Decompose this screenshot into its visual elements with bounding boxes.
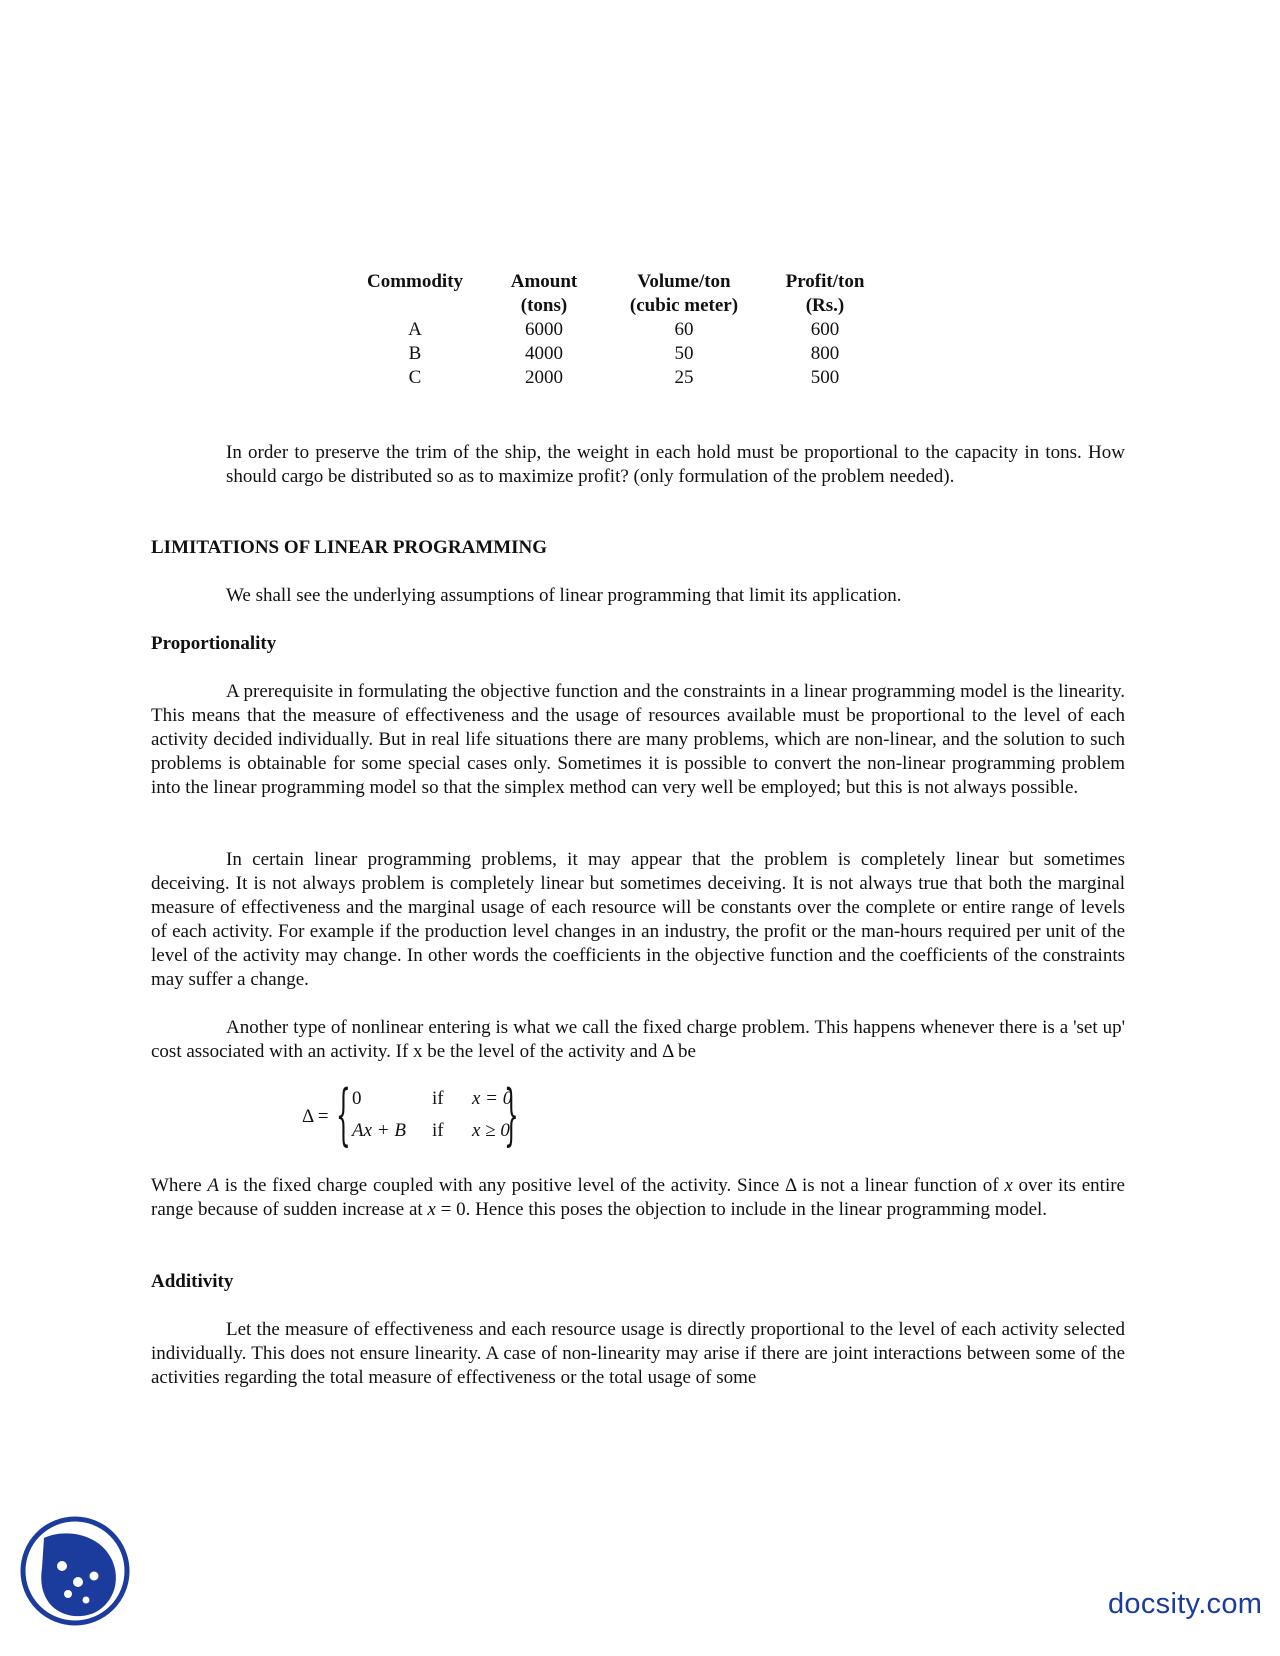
case-2-value: Ax + B — [352, 1120, 406, 1141]
docsity-logo-icon[interactable] — [20, 1516, 130, 1626]
problem-paragraph: In order to preserve the trim of the ship, the weight in each hold must be proportional to the capacity in tons. How should cargo be distributed so as to maximize profit? (only formulation of the problem needed). — [226, 442, 1125, 487]
section-title: LIMITATIONS OF LINEAR PROGRAMMING — [151, 537, 548, 558]
case-1-if: if — [432, 1088, 444, 1109]
table-header-row-units — [352, 294, 892, 318]
table-row — [352, 366, 892, 390]
table-cell: 25 — [674, 367, 694, 388]
where-text-var-a: A — [207, 1175, 219, 1196]
header-commodity: Commodity — [366, 271, 464, 292]
where-text-part: Where — [151, 1175, 208, 1196]
table-header-row — [352, 270, 892, 294]
where-text-part: is the fixed charge coupled with any positive level of the activity. Since Δ is not a linear function of — [219, 1175, 1005, 1196]
header-volume-units: (cubic meter) — [629, 295, 739, 316]
intro-paragraph: We shall see the underlying assumptions of linear programming that limit its application. — [226, 585, 902, 606]
table-cell: 50 — [674, 343, 694, 364]
where-text-var-x: x — [1004, 1175, 1013, 1196]
equation-lhs: Δ = — [302, 1106, 329, 1127]
docsity-brand-link[interactable]: docsity.com — [1108, 1588, 1263, 1620]
proportionality-paragraph-3: Another type of nonlinear entering is what we call the fixed charge problem. This happens whenever there is a 'set up' cost associated with an activity. If x be the level of the activity and Δ be — [151, 1017, 1125, 1062]
table-cell: 500 — [810, 367, 840, 388]
cargo-table — [352, 270, 892, 390]
table-cell: 2000 — [525, 367, 563, 388]
header-amount: Amount — [510, 271, 578, 292]
table-cell: B — [408, 343, 422, 364]
proportionality-paragraph-1: A prerequisite in formulating the objective function and the constraints in a linear programming model is the linearity. This means that the measure of effectiveness and the usage of resources available must be proportional to the level of each activity decided individually. But in real life situations there are many problems, which are non-linear, and the solution to such problems is obtainable for some special cases only. Sometimes it is possible to convert the non-linear programming problem into the linear programming model so that the simplex method can very well be employed; but this is not always possible. — [151, 681, 1125, 798]
table-row — [352, 318, 892, 342]
additivity-paragraph: Let the measure of effectiveness and each resource usage is directly proportional to the level of each activity selected individually. This does not ensure linearity. A case of non-linearity may arise if there are joint interactions between some of the activities regarding the total measure of effectiveness or the total usage of some — [151, 1319, 1125, 1388]
header-commodity-units — [352, 294, 478, 318]
table-cell: 800 — [810, 343, 840, 364]
where-paragraph — [151, 1174, 1125, 1222]
where-text-part: over its entire range because of sudden increase at — [151, 1175, 1125, 1220]
table-cell: 6000 — [525, 319, 563, 340]
case-1-condition: x = 0 — [472, 1088, 513, 1109]
fixed-charge-equation — [302, 1076, 542, 1153]
header-profit: Profit/ton — [785, 271, 865, 292]
right-brace: } — [504, 1076, 519, 1153]
case-2-condition: x ≥ 0 — [472, 1120, 510, 1141]
table-cell: A — [408, 319, 422, 340]
where-text-var-x: x — [427, 1199, 436, 1220]
header-volume: Volume/ton — [637, 271, 731, 292]
case-2-if: if — [432, 1120, 444, 1141]
where-text-part: = 0. Hence this poses the objection to include in the linear programming model. — [435, 1199, 1048, 1220]
case-1-value: 0 — [352, 1088, 362, 1109]
table-cell: C — [408, 367, 422, 388]
table-cell: 600 — [810, 319, 840, 340]
proportionality-title: Proportionality — [151, 633, 277, 654]
header-profit-units: (Rs.) — [805, 295, 845, 316]
additivity-title: Additivity — [151, 1271, 234, 1292]
proportionality-paragraph-2: In certain linear programming problems, it may appear that the problem is completely linear but sometimes deceiving. It is not always problem is completely linear but sometimes deceiving. It is not always true that both the marginal measure of effectiveness and the marginal usage of each resource will be constants over the complete or entire range of levels of each activity. For example if the production level changes in an industry, the profit or the man-hours required per unit of the level of the activity may change. In other words the coefficients in the objective function and the coefficients of the constraints may suffer a change. — [151, 849, 1125, 990]
table-cell: 60 — [674, 319, 694, 340]
left-brace: { — [336, 1076, 351, 1153]
header-amount-units: (tons) — [520, 295, 568, 316]
table-row — [352, 342, 892, 366]
table-cell: 4000 — [525, 343, 563, 364]
